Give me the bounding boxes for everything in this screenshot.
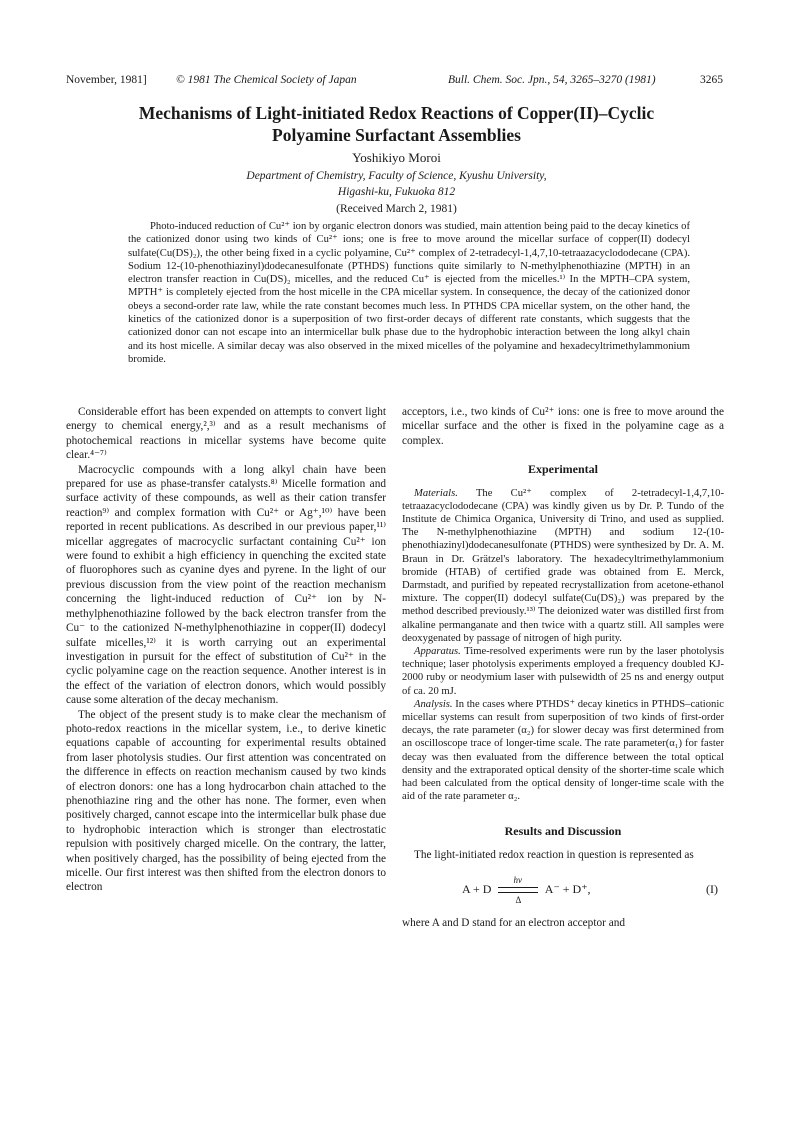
equation-number: (I) [706,882,718,897]
affiliation-line-1: Department of Chemistry, Faculty of Science, Kyushu University, [246,170,547,182]
header-copyright: © 1981 The Chemical Society of Japan [176,74,357,86]
apparatus-paragraph [402,645,724,698]
equation-delta: Δ [515,894,522,905]
affiliation-line-2: Higashi-ku, Fukuoka 812 [337,186,456,198]
page-number: 3265 [700,74,723,86]
materials-paragraph [402,487,724,645]
equation-1 [402,870,724,910]
header-citation: Bull. Chem. Soc. Jpn., 54, 3265–3270 (1981) [448,74,656,86]
materials-text: The Cu²⁺ complex of 2-tetradecyl-1,4,7,10-tetraazacyclododecane (CPA) was kindly given us by Dr. P. Tundo of the Institute de Chimica Organica, University di Trino, and used as supplied. The N-methylphenothiazine (MPTH) and sodium 12-(10-phenothiazinyl)dodecanesulfonate (PTHDS) were synthesized by Dr. A. M. Braun in Dr. Grätzel's laboratory. The hexadecyltrimethylammonium bromide (HTAB) of certified grade was obtained from E. Merck, Darmstadt, and purified by repeated recrystallization from acetone-ethanol mixture. The copper(II) dodecyl sulfate(Cu(DS)₂) was prepared by the method described previously.¹³⁾ The deionized water was distilled first from alkaline permanganate and then twice with a quartz still. All samples were deoxygenated by passage of nitrogen of high purity. [402,487,724,644]
equation-hv: hν [513,874,522,885]
results-paragraph-1: The light-initiated redox reaction in question is represented as [414,848,694,861]
abstract [128,220,690,366]
experimental-section [402,487,724,804]
materials-label: Materials. [414,487,458,499]
apparatus-label: Apparatus. [414,646,461,658]
intro-paragraph-1: Considerable effort has been expended on attempts to convert light energy to chemical energy,²,³⁾ and as a result mechanisms of photochemical reactions in micellar systems have become quite clear.⁴⁻⁷⁾ [66,406,386,462]
intro-paragraph-3: The object of the present study is to make clear the mechanism of photo-redox reactions in the micellar system, i.e., to derive kinetic equations capable of accounting for experimental results obtained from laser photolysis studies. Our first attention was concentrated on the difference in effects on reaction mechanism caused by two kinds of electron donors: one has a long hydrocarbon chain attached to the phenothiazine ring and the other has none. The former, even when positively charged, cannot escape into the intermicellar bulk phase due to hydrophobic interaction which is stronger than electrostatic repulsion with positively charged micelle. On the contrary, the latter, when positively charged, has the possibility of being ejected from the micelle. Our first interest was then shifted from the electron donors to electron [66,708,386,894]
analysis-text: In the cases where PTHDS⁺ decay kinetics in PTHDS–cationic micellar systems can result from superposition of two kinds of first-order decays, the rate parameter (α₂) for slower decay was first determined from an oscilloscope trace of longer-time scale. The rate parameter(α₁) for faster decay was then evaluated from the difference between the total optical density and the extraporated optical density of the shorter-time scale which had been calculated from the optical density of longer-time scale with the aid of the rate parameter α₂. [402,698,724,803]
author-name: Yoshikiyo Moroi [352,150,441,165]
intro-continuation: acceptors, i.e., two kinds of Cu²⁺ ions: one is free to move around the micellar surface and the other is fixed in the polyamine cage as a complex. [402,406,724,447]
equation-left: A + D [462,882,492,897]
paper-title: Mechanisms of Light-initiated Redox Reactions of Copper(II)–Cyclic Polyamine Surfactant Assemblies [138,103,655,145]
left-column [66,405,386,895]
results-paragraph-2: where A and D stand for an electron acceptor and [402,917,626,930]
header-date: November, 1981] [66,74,147,86]
right-column [402,405,724,931]
intro-paragraph-2: Macrocyclic compounds with a long alkyl chain have been prepared for use as phase-transfer catalysts.⁸⁾ Micelle formation and surface activity of these compounds, as well as their cation transfer reaction⁹⁾ and complex formation with Cu²⁺ or Ag⁺,¹⁰⁾ have been reported in recent publications. As described in our previous paper,¹¹⁾ micellar aggregates of macrocyclic surfactant containing Cu²⁺ ion were found to exhibit a high efficiency in quenching the excited state of fluorophores such as cyanine dyes and pyrene. In the light of our previous discussion from the view point of the reaction mechanism concerning the light-induced reduction of Cu²⁺ ion by N-methylphenothiazine followed by the back electron transfer from the Cu⁻ to the cationized N-methylphenothiazine in copper(II) dodecyl sulfate micelles,¹²⁾ it is worth carrying out an experimental investigation in pursuit for the effect of substitution of Cu²⁺ in the cyclic polyamine cage on the reaction sequence. Another interest is in the effect of the variation of electron donors, which would possibly cause some alteration of the decay mechanism. [66,463,386,707]
experimental-heading: Experimental [528,462,598,477]
apparatus-text: Time-resolved experiments were run by the laser photolysis technique; laser photolysis experiments employed a frequency doubled KJ-2000 ruby or neodymium laser with pulsewidth of 25 ns and energy output of ca. 20 mJ. [402,646,724,697]
analysis-paragraph [402,698,724,804]
abstract-text: Photo-induced reduction of Cu²⁺ ion by organic electron donors was studied, main attention being paid to the decay kinetics of the cationized donor using two kinds of Cu²⁺ ions; one is free to move around the micellar surface of copper(II) dodecyl sulfate(Cu(DS)₂), the other being fixed in a cyclic polyamine, Cu²⁺ complex of 2-tetradecyl-1,4,7,10-tetraazacyclododecane (CPA). Sodium 12-(10-phenothiazinyl)dodecanesulfonate (PTHDS) functions quite similarly to N-methylphenothiazine (MPTH) in an electron transfer reaction in Cu(DS)₂ micelles, and the reduced Cu⁺ is ejected from the micelles.¹⁾ In the MPTH–CPA system, MPTH⁺ is completely ejected from the host micelle in the CPA micellar system. In consequence, the decay of the cationized donor obeys a second-order rate law, while the rate constant becomes much less. In PTHDS CPA micellar system, on the other hand, the kinetics of the cationized donor is a superposition of two first-order decays of different rate constants, which suggests that the cationized donor can not escape into an intermicellar bulk phase due to the hydrophobic interaction between the long alkyl chain and its host micelle. A similar decay was also observed in the mixed micelles of the polyamine and hexadecyltrimethylammonium bromide. [128,221,690,365]
received-date: (Received March 2, 1981) [336,203,457,215]
forward-arrow-line [498,887,538,888]
results-heading: Results and Discussion [504,823,622,838]
analysis-label: Analysis. [414,698,453,710]
equation-right: A⁻ + D⁺, [544,882,591,897]
